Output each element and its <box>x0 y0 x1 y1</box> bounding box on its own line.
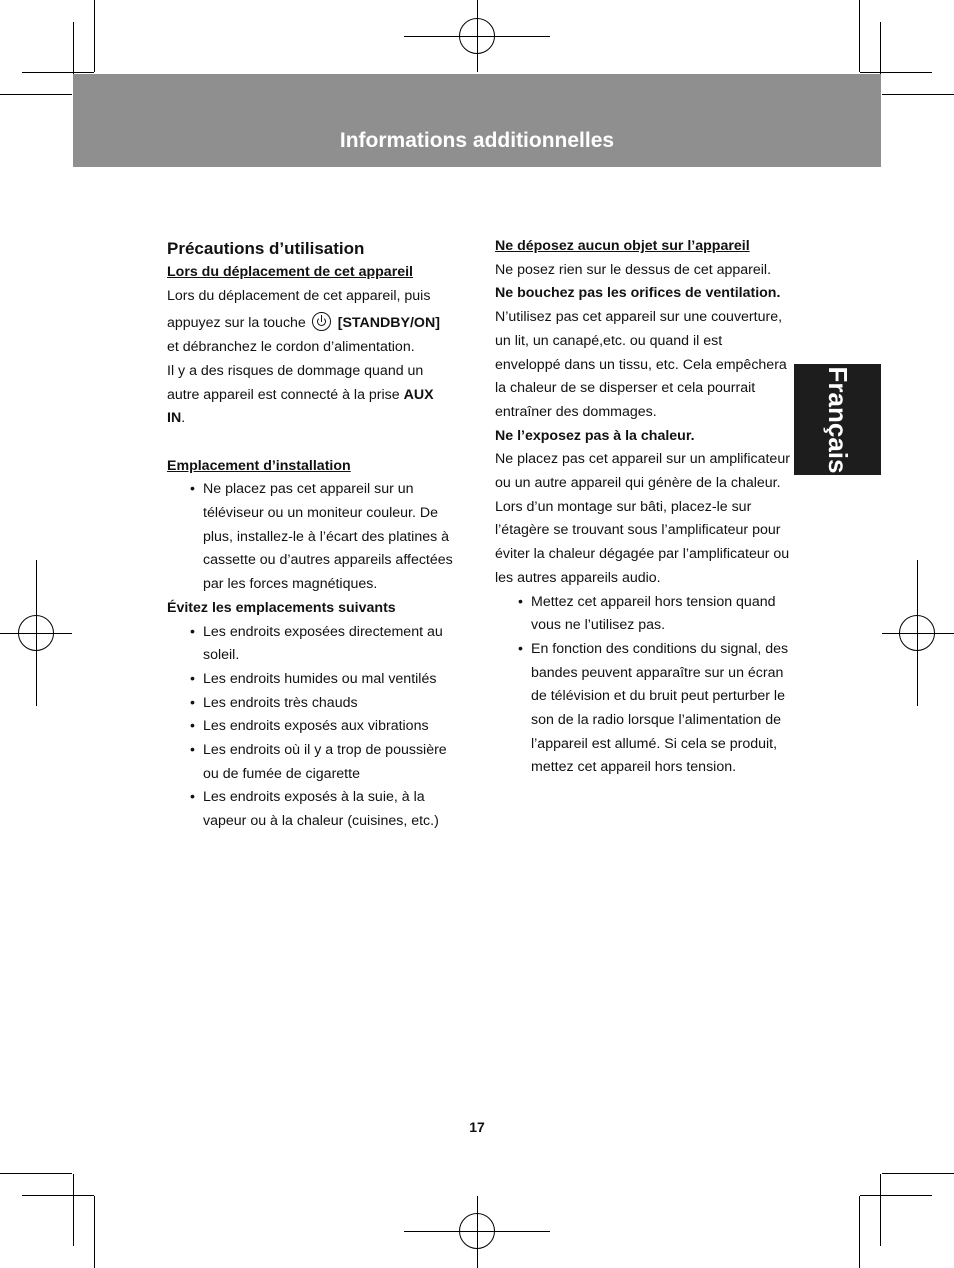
risk-line-2 <box>167 384 462 408</box>
language-tab-label: Français <box>822 366 853 473</box>
avoid-list <box>167 621 462 834</box>
paragraph: N’utilisez pas cet appareil sur une couverture, un lit, un canapé,etc. ou quand il est enveloppé dans un tissu, etc. Cela empêchera la chaleur de se disperser et cela pourrait entraîner des dommages. <box>495 309 787 420</box>
paragraph: Ne placez pas cet appareil sur un amplificateur ou un autre appareil qui génère de la chaleur. <box>495 451 790 492</box>
standby-button-label: [STANDBY/ON] <box>337 315 440 332</box>
no-objects-heading: Ne déposez aucun objet sur l’appareil <box>495 238 750 254</box>
risk-line-3 <box>167 407 462 431</box>
risk-period: . <box>181 410 186 427</box>
page-number: 17 <box>469 1119 485 1135</box>
right-column <box>495 235 790 780</box>
list-item: • Les endroits exposés aux vibrations <box>203 715 462 739</box>
moving-line-3: et débranchez le cordon d’alimentation. <box>167 339 415 356</box>
paragraph: Ne posez rien sur le dessus de cet appareil. <box>495 261 772 278</box>
page-title: Informations additionnelles <box>339 129 615 152</box>
moving-line-2 <box>167 312 462 336</box>
list-item: • Les endroits humides ou mal ventilés <box>203 668 462 692</box>
list-item: • Mettez cet appareil hors tension quand vous ne l’utilisez pas. <box>531 591 790 638</box>
aux-label-a: AUX <box>403 386 434 403</box>
aux-label-b: IN <box>167 410 182 427</box>
moving-line-1: Lors du déplacement de cet appareil, puis <box>167 287 431 304</box>
power-icon <box>312 312 331 331</box>
moving-heading: Lors du déplacement de cet appareil <box>167 264 413 280</box>
installation-heading: Emplacement d’installation <box>167 457 351 474</box>
language-tab <box>794 364 881 475</box>
risk-line-2-text: autre appareil est connecté à la prise <box>167 386 400 403</box>
list-item: • Les endroits exposés à la suie, à la vapeur ou à la chaleur (cuisines, etc.) <box>203 786 462 833</box>
heat-heading: Ne l’exposez pas à la chaleur. <box>495 427 695 444</box>
moving-line-2-text: appuyez sur la touche <box>167 315 306 332</box>
list-item: • Les endroits où il y a trop de poussière ou de fumée de cigarette <box>203 739 462 786</box>
list-item: • Ne placez pas cet appareil sur un téléviseur ou un moniteur couleur. De plus, installez-le à l’écart des platines à cassette ou d’autres appareils affectées par les forces magnétiques. <box>203 478 462 597</box>
left-column <box>167 237 462 834</box>
list-item: • Les endroits très chauds <box>203 692 462 716</box>
ventilation-heading: Ne bouchez pas les orifices de ventilation. <box>495 285 781 302</box>
section-title: Précautions d’utilisation <box>167 239 365 258</box>
paragraph: Lors d’un montage sur bâti, placez-le sur l’étagère se trouvant sous l’amplificateur pour éviter la chaleur dégagée par l’amplificateur ou les autres appareils audio. <box>495 498 790 586</box>
power-notes-list <box>495 591 790 781</box>
avoid-heading: Évitez les emplacements suivants <box>167 599 396 616</box>
risk-line-1: Il y a des risques de dommage quand un <box>167 362 424 379</box>
header-banner <box>73 74 881 167</box>
list-item: • En fonction des conditions du signal, des bandes peuvent apparaître sur un écran de télévision et du bruit peut perturber le son de la radio lorsque l’alimentation de l’appareil est allumé. Si cela se produit, mettez cet appareil hors tension. <box>531 638 790 780</box>
list-item: • Les endroits exposées directement au soleil. <box>203 621 462 668</box>
installation-list <box>167 478 462 597</box>
